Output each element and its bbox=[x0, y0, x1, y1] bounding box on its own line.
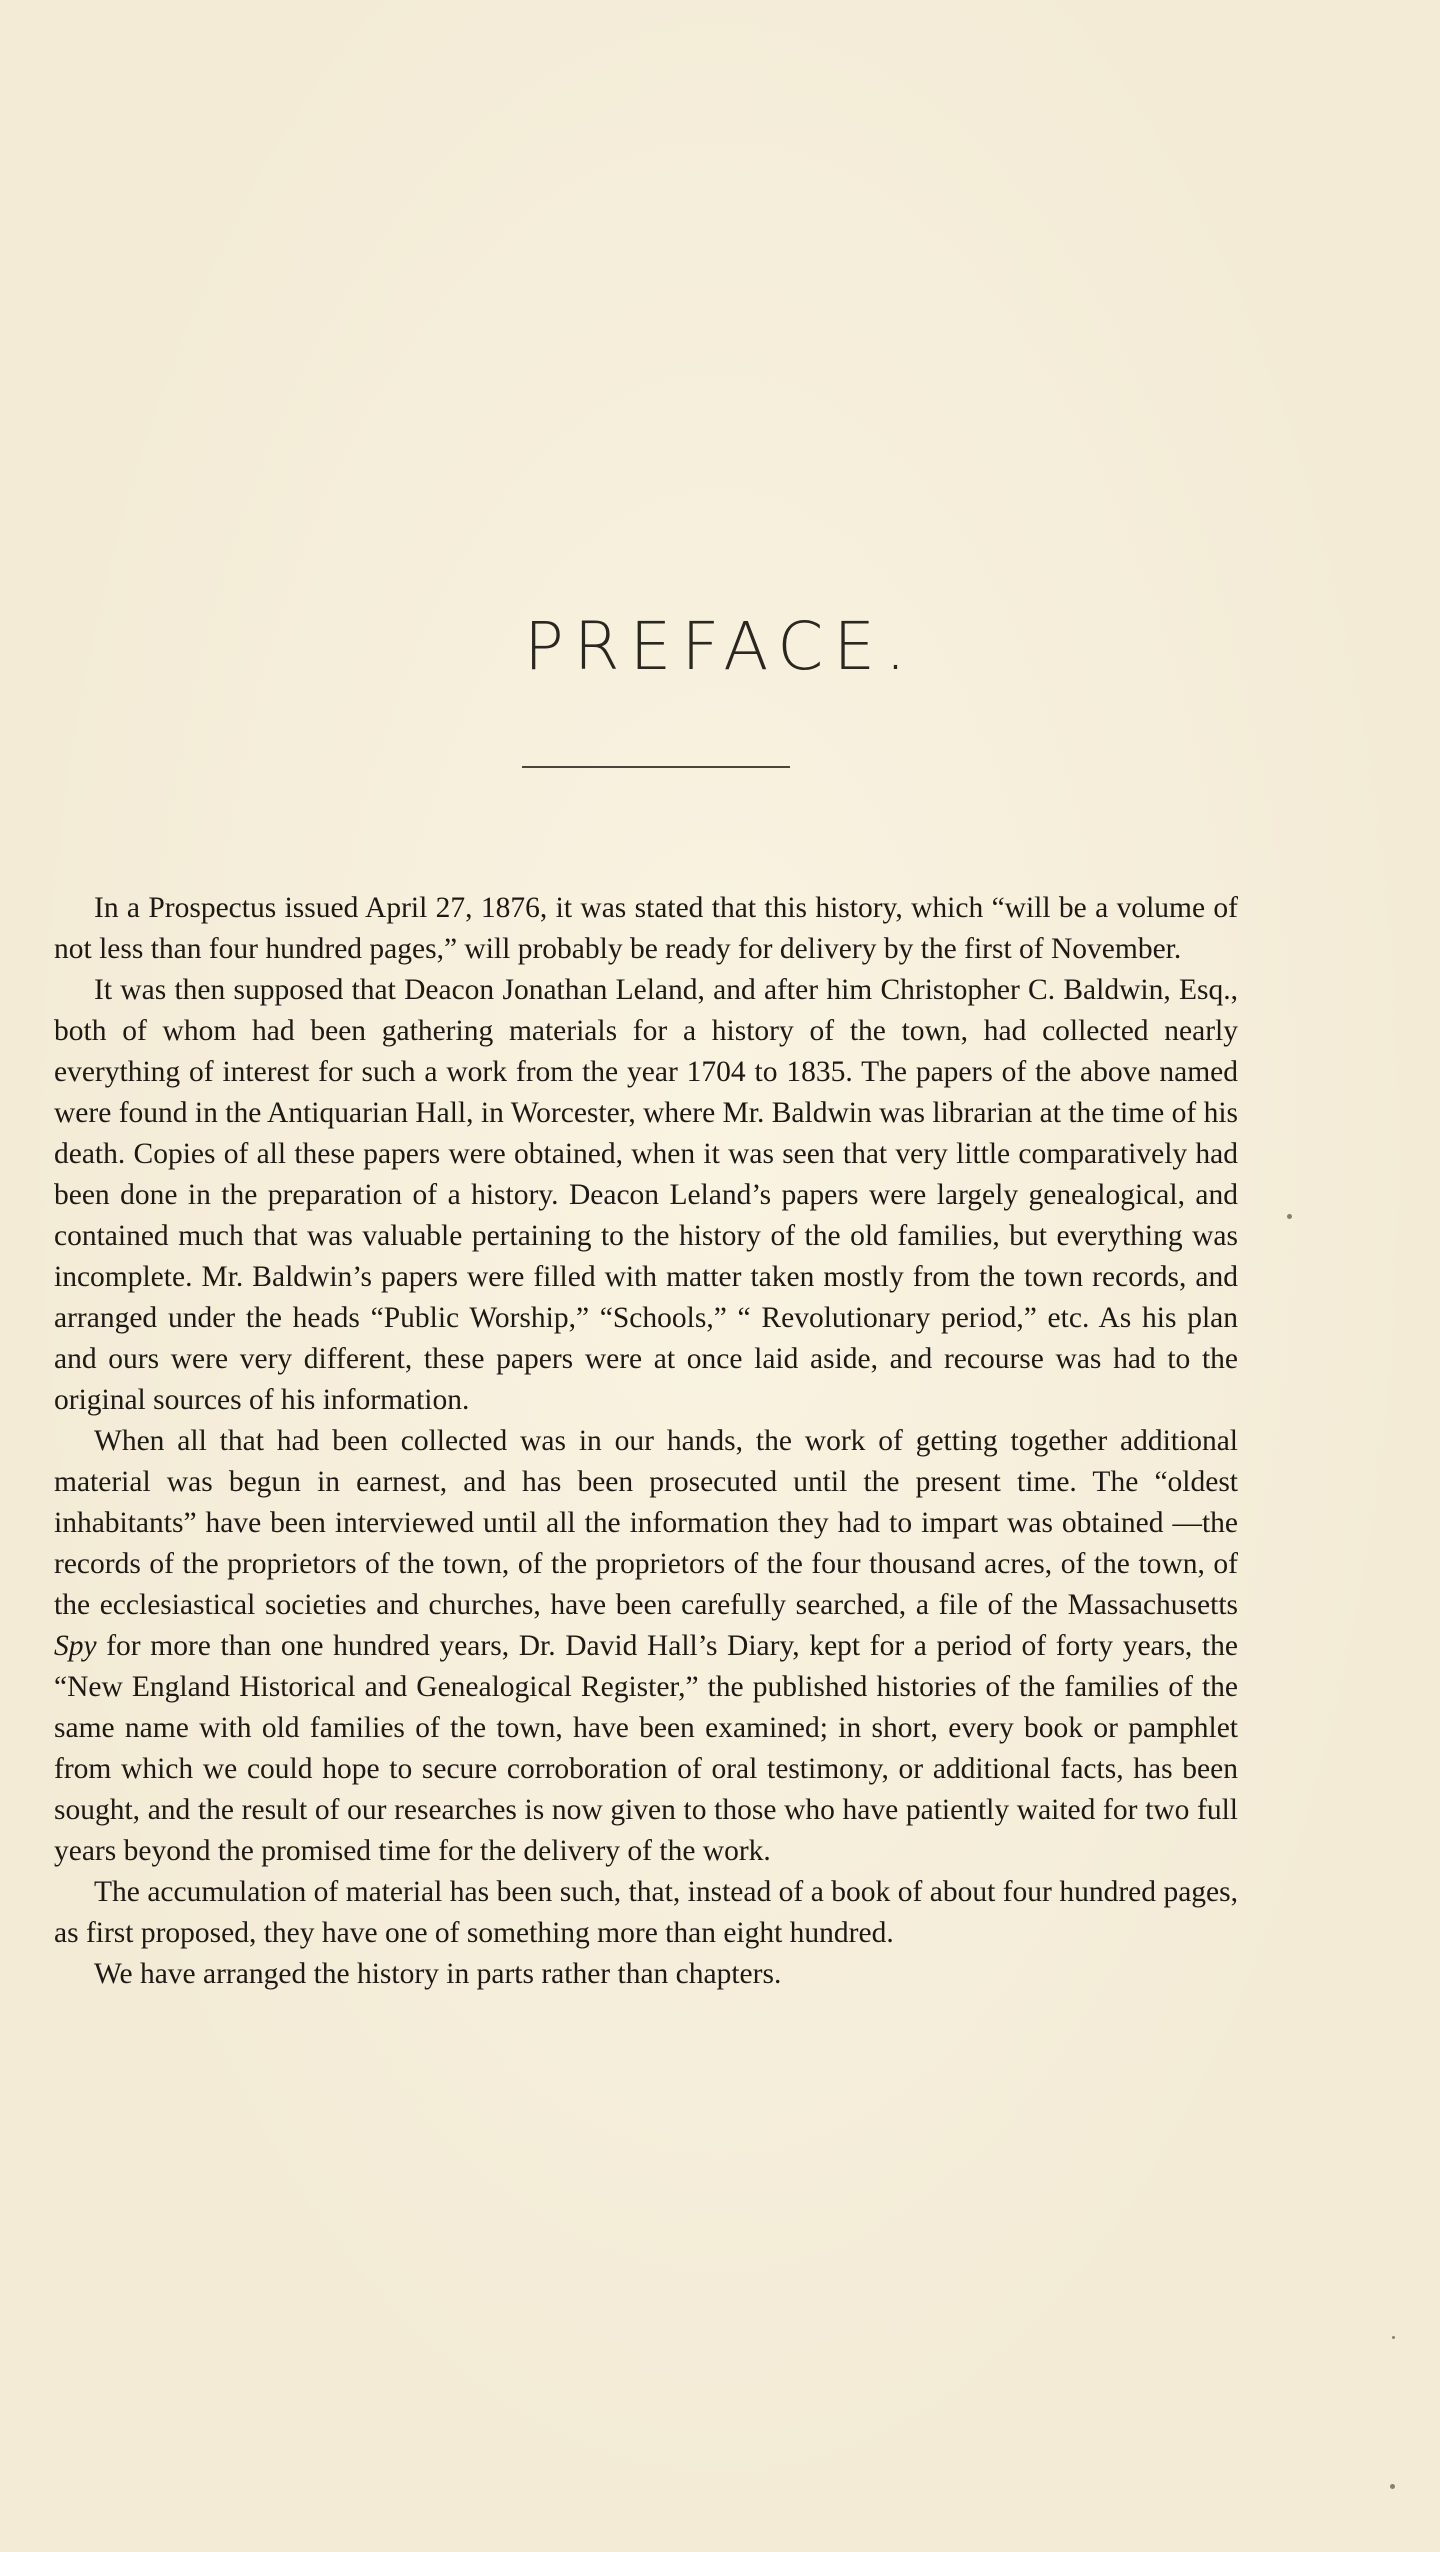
preface-body bbox=[54, 888, 1238, 1995]
paragraph-text: The accumulation of material has been such, that, instead of a book of about four hundred pages, as first proposed, they have one of something more than eight hundred. bbox=[54, 1876, 1238, 1949]
paper-speck bbox=[1287, 1214, 1292, 1219]
paragraph bbox=[54, 1421, 1238, 1872]
paragraph bbox=[54, 888, 1238, 970]
paragraph-text: We have arranged the history in parts rather than chapters. bbox=[94, 1958, 782, 1990]
title-divider bbox=[522, 766, 790, 768]
paragraph-text: When all that had been collected was in our hands, the work of getting together additional material was begun in earnest, and has been prosecuted until the present time. The “oldest inhabitants” have been interviewed until all the information they had to impart was obtained —the records of the proprietors of the town, of the proprietors of the four thousand acres, of the town, of the ecclesiastical societies and churches, have been carefully searched, a file of the Massachusetts bbox=[54, 1425, 1238, 1621]
italic-title: Spy bbox=[54, 1630, 97, 1662]
paragraph-text-continued: for more than one hundred years, Dr. David Hall’s Diary, kept for a period of forty years, the “New England Historical and Genealogical Register,” the published histories of the families of the same name with old families of the town, have been examined; in short, every book or pamphlet from which we could hope to secure corroboration of oral testimony, or additional facts, has been sought, and the result of our researches is now given to those who have patiently waited for two full years beyond the promised time for the delivery of the work. bbox=[54, 1630, 1238, 1867]
paper-speck bbox=[1392, 2336, 1395, 2339]
paragraph bbox=[54, 970, 1238, 1421]
paper-speck bbox=[1390, 2484, 1395, 2489]
paragraph-text: It was then supposed that Deacon Jonathan Leland, and after him Christopher C. Baldwin, Esq., both of whom had been gathering materials for a history of the town, had collected nearly everything of interest for such a work from the year 1704 to 1835. The papers of the above named were found in the Antiquarian Hall, in Worcester, where Mr. Baldwin was librarian at the time of his death. Copies of all these papers were obtained, when it was seen that very little comparatively had been done in the preparation of a history. Deacon Leland’s papers were largely genealogical, and contained much that was valuable pertaining to the history of the old families, but everything was incomplete. Mr. Baldwin’s papers were filled with matter taken mostly from the town records, and arranged under the heads “Public Worship,” “Schools,” “ Revolutionary period,” etc. As his plan and ours were very different, these papers were at once laid aside, and recourse was had to the original sources of his information. bbox=[54, 974, 1238, 1416]
paragraph bbox=[54, 1954, 1238, 1995]
paragraph bbox=[54, 1872, 1238, 1954]
paragraph-text: In a Prospectus issued April 27, 1876, it was stated that this history, which “will be a volume of not less than four hundred pages,” will probably be ready for delivery by the first of November. bbox=[54, 892, 1238, 965]
page-title: PREFACE. bbox=[523, 608, 917, 686]
